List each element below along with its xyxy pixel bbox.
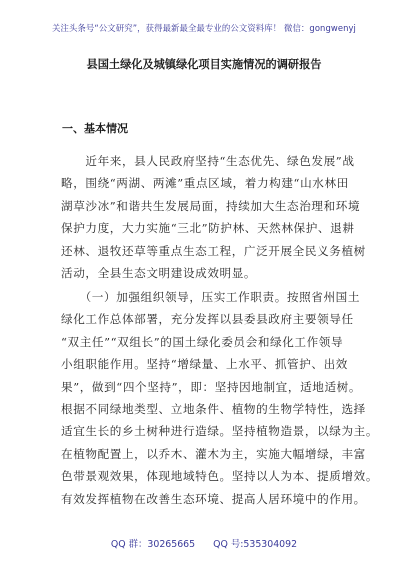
paragraph-line: 果”，做到“四个坚持”，即：坚持因地制宜，适地适树。: [61, 379, 362, 394]
footer-qq-number: QQ 号:535304092: [213, 539, 298, 550]
paragraph-line: 根据不同绿地类型、立地条件、植物的生物学特性，选择: [61, 402, 366, 417]
paragraph-line: “双主任”“双组长”的国土绿化委员会和绿化工作领导: [61, 334, 344, 349]
paragraph-line: 适宜生长的乡土树种进行造绿。坚持植物造景，以绿为主。: [61, 424, 379, 439]
paragraph-line: 绿化工作总体部署，充分发挥以县委县政府主要领导任: [61, 312, 354, 327]
paragraph-line: 略，围绕“两湖、两滩”重点区域，着力构建“山水林田: [61, 176, 349, 191]
paragraph-line: 活动，全县生态文明建设成效明显。: [61, 266, 257, 281]
paragraph-line: 近年来，县人民政府坚持“生态优先、绿色发展”战: [61, 154, 355, 168]
paragraph-line: 有效发挥植物在改善生态环境、提高人居环境中的作用。: [61, 491, 366, 506]
footer-contact: [0, 536, 408, 550]
paragraph-line: 在植物配置上，以乔木、灌木为主，实施大幅增绿，丰富: [61, 446, 366, 461]
header-banner: 关注头条号“公文研究”，获得最新最全最专业的公文资料库！ 微信：gongwenyj: [52, 23, 356, 33]
section-heading: 一、基本情况: [62, 122, 128, 135]
paragraph-line: （一）加强组织领导，压实工作职责。按照省州国土: [61, 290, 361, 304]
paragraph-line: 湖草沙冰”和谐共生发展局面，持续加大生态治理和环境: [61, 198, 361, 213]
paragraph-line: 色带景观效果，体现地域特色。坚持以人为本、提质增效。: [61, 469, 379, 484]
paragraph-line: 还林、退牧还草等重点生态工程，广泛开展全民义务植树: [61, 243, 366, 258]
footer-qq-group: QQ 群：30265665: [110, 539, 196, 550]
paragraph-line: 小组职能作用。坚持“增绿量、上水平、抓管护、出效: [61, 357, 348, 372]
document-title: 县国土绿化及城镇绿化项目实施情况的调研报告: [86, 58, 322, 71]
paragraph-2: [61, 286, 379, 510]
paragraph-1: [61, 150, 366, 284]
paragraph-line: 保护力度，大力实施“三北”防护林、天然林保护、退耕: [61, 221, 355, 236]
